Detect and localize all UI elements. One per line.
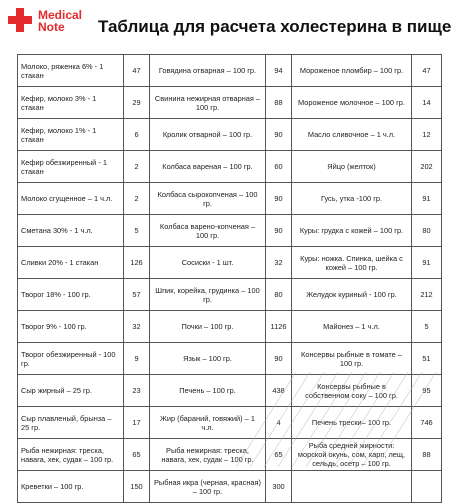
cell-value-1: 2: [124, 151, 150, 183]
cell-value-1: 17: [124, 407, 150, 439]
cell-value-3: 80: [412, 215, 442, 247]
cell-product-1: Творог 18% - 100 гр.: [18, 279, 124, 311]
table-row: [18, 119, 442, 151]
table-row: [18, 471, 442, 503]
cell-value-3: 12: [412, 119, 442, 151]
cell-product-1: Сыр жирный – 25 гр.: [18, 375, 124, 407]
cell-product-3: Желудок куриный - 100 гр.: [292, 279, 412, 311]
cell-product-1: Молоко, ряженка 6% - 1 стакан: [18, 55, 124, 87]
cell-value-2: 32: [266, 247, 292, 279]
cell-value-2: 80: [266, 279, 292, 311]
cell-product-3: Куры: ножка. Спинка, шейка с кожей – 100 гр.: [292, 247, 412, 279]
cell-value-3: 746: [412, 407, 442, 439]
table-row: [18, 407, 442, 439]
table-row: [18, 55, 442, 87]
table-row: [18, 183, 442, 215]
cell-product-2: Свинина нежирная отварная – 100 гр.: [150, 87, 266, 119]
cholesterol-table: [17, 54, 442, 503]
cell-value-1: 23: [124, 375, 150, 407]
cell-product-1: Креветки – 100 гр.: [18, 471, 124, 503]
cell-value-3: 51: [412, 343, 442, 375]
cell-value-3: [412, 471, 442, 503]
cell-product-3: Куры: грудка с кожей – 100 гр.: [292, 215, 412, 247]
logo-line2: Note: [38, 20, 65, 34]
page-title: Таблица для расчета холестерина в пище: [98, 17, 452, 36]
cell-value-2: 60: [266, 151, 292, 183]
cell-value-3: 202: [412, 151, 442, 183]
cell-value-2: 88: [266, 87, 292, 119]
table-row: [18, 215, 442, 247]
cell-product-2: Колбаса сырокопченая – 100 гр.: [150, 183, 266, 215]
table-row: [18, 247, 442, 279]
cell-product-2: Рыбная икра (черная, красная) – 100 гр.: [150, 471, 266, 503]
cell-product-3: Рыба средней жирности: морской окунь, сом, карп, лещ, сельдь, осетр – 100 гр.: [292, 439, 412, 471]
cell-product-1: Творог обезжиренный - 100 гр.: [18, 343, 124, 375]
cell-value-2: 65: [266, 439, 292, 471]
cell-product-3: Яйцо (желток): [292, 151, 412, 183]
cell-product-2: Шпик, корейка, грудинка – 100 гр.: [150, 279, 266, 311]
page-header: [0, 0, 460, 52]
cell-value-1: 6: [124, 119, 150, 151]
table-row: [18, 87, 442, 119]
cell-product-1: Сыр плавленый, брынза – 25 гр.: [18, 407, 124, 439]
cell-value-3: 47: [412, 55, 442, 87]
cell-value-3: 5: [412, 311, 442, 343]
cell-value-2: 94: [266, 55, 292, 87]
table-row: [18, 151, 442, 183]
cell-value-1: 47: [124, 55, 150, 87]
cell-value-1: 150: [124, 471, 150, 503]
cell-value-3: 95: [412, 375, 442, 407]
table-row: [18, 343, 442, 375]
cell-product-2: Колбаса варено-копченая – 100 гр.: [150, 215, 266, 247]
cell-product-3: Консервы рыбные в собственном соку – 100 гр.: [292, 375, 412, 407]
cell-product-3: Масло сливочное – 1 ч.л.: [292, 119, 412, 151]
logo: [38, 9, 82, 33]
cell-value-1: 9: [124, 343, 150, 375]
cell-product-2: Сосиски - 1 шт.: [150, 247, 266, 279]
cell-product-1: Кефир, молоко 3% - 1 стакан: [18, 87, 124, 119]
cell-product-3: Мороженое пломбир – 100 гр.: [292, 55, 412, 87]
cell-value-3: 212: [412, 279, 442, 311]
cell-product-2: Колбаса вареная – 100 гр.: [150, 151, 266, 183]
cell-product-2: Язык – 100 гр.: [150, 343, 266, 375]
cell-value-2: 4: [266, 407, 292, 439]
cell-product-2: Говядина отварная – 100 гр.: [150, 55, 266, 87]
cell-product-1: Творог 9% - 100 гр.: [18, 311, 124, 343]
table-row: [18, 311, 442, 343]
cell-value-2: 438: [266, 375, 292, 407]
cell-value-3: 91: [412, 183, 442, 215]
cell-value-1: 2: [124, 183, 150, 215]
cell-value-2: 90: [266, 119, 292, 151]
cell-value-1: 32: [124, 311, 150, 343]
cell-value-3: 14: [412, 87, 442, 119]
cell-product-2: Кролик отварной – 100 гр.: [150, 119, 266, 151]
cell-product-3: Печень трески– 100 гр.: [292, 407, 412, 439]
table-row: [18, 279, 442, 311]
cell-product-3: [292, 471, 412, 503]
cell-product-1: Сметана 30% - 1 ч.л.: [18, 215, 124, 247]
cell-product-3: Консервы рыбные в томате – 100 гр.: [292, 343, 412, 375]
cell-product-1: Кефир обезжиренный - 1 стакан: [18, 151, 124, 183]
cell-product-3: Мороженое молочное – 100 гр.: [292, 87, 412, 119]
cell-product-1: Сливки 20% - 1 стакан: [18, 247, 124, 279]
cell-value-2: 1126: [266, 311, 292, 343]
medical-cross-icon: [8, 8, 32, 32]
cell-value-3: 88: [412, 439, 442, 471]
cell-product-2: Печень – 100 гр.: [150, 375, 266, 407]
cell-value-3: 91: [412, 247, 442, 279]
cell-value-2: 90: [266, 183, 292, 215]
logo-line1: Medical: [38, 8, 83, 22]
cell-value-1: 5: [124, 215, 150, 247]
cell-product-1: Рыба нежирная: треска, навага, хек, судак – 100 гр.: [18, 439, 124, 471]
cell-product-2: Жир (бараний, говяжий) – 1 ч.л.: [150, 407, 266, 439]
cell-product-2: Почки – 100 гр.: [150, 311, 266, 343]
cell-product-1: Кефир, молоко 1% - 1 стакан: [18, 119, 124, 151]
cell-value-2: 90: [266, 343, 292, 375]
cell-value-2: 300: [266, 471, 292, 503]
cell-value-1: 29: [124, 87, 150, 119]
cell-value-1: 65: [124, 439, 150, 471]
cell-value-2: 90: [266, 215, 292, 247]
cell-product-3: Гусь, утка -100 гр.: [292, 183, 412, 215]
table-row: [18, 439, 442, 471]
cell-value-1: 57: [124, 279, 150, 311]
cell-product-2: Рыба нежирная: треска, навага, хек, судак – 100 гр.: [150, 439, 266, 471]
cell-value-1: 126: [124, 247, 150, 279]
cell-product-3: Майонез – 1 ч.л.: [292, 311, 412, 343]
table-row: [18, 375, 442, 407]
cell-product-1: Молоко сгущенное – 1 ч.л.: [18, 183, 124, 215]
